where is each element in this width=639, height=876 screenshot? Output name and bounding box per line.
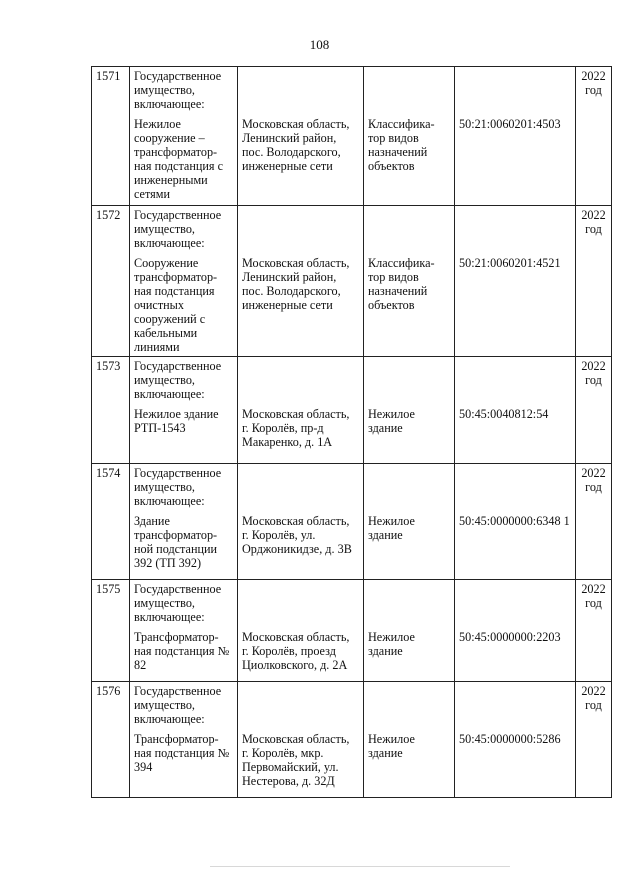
address-cell: [238, 206, 364, 357]
year-cell: 2022 год: [576, 682, 612, 798]
object-name-cell: [130, 580, 238, 682]
cadastral-cell: [455, 580, 576, 682]
year-cell: 2022 год: [576, 67, 612, 206]
object-name: Нежилое сооружение – трансформатор-ная подстанция с инженерными сетями: [134, 117, 223, 201]
object-purpose: Нежилое здание: [368, 630, 415, 658]
table-row: [92, 67, 612, 206]
property-registry-table: [91, 66, 612, 798]
object-address: Московская область, г. Королёв, мкр. Первомайский, ул. Нестерова, д. 32Д: [242, 732, 350, 788]
cadastral-cell: [455, 206, 576, 357]
table-row: [92, 206, 612, 357]
cadastral-cell: [455, 67, 576, 206]
object-intro: Государственное имущество, включающее:: [134, 582, 222, 624]
page-number: 108: [309, 37, 330, 52]
object-purpose: Нежилое здание: [368, 407, 415, 435]
object-name-cell: [130, 206, 238, 357]
object-intro: Государственное имущество, включающее:: [134, 359, 222, 401]
row-number: 1573: [92, 357, 130, 464]
purpose-cell: [364, 357, 455, 464]
object-purpose: Нежилое здание: [368, 514, 415, 542]
object-intro: Государственное имущество, включающее:: [134, 684, 222, 726]
purpose-cell: [364, 206, 455, 357]
row-number: 1572: [92, 206, 130, 357]
object-purpose: Классифика-тор видов назначений объектов: [368, 256, 435, 312]
row-number: 1571: [92, 67, 130, 206]
cadastral-cell: [455, 464, 576, 580]
object-name: Сооружение трансформатор-ная подстанция очистных сооружений с кабельными линиями: [134, 256, 218, 354]
address-cell: [238, 682, 364, 798]
object-name-cell: [130, 682, 238, 798]
table-row: [92, 682, 612, 798]
object-name-cell: [130, 357, 238, 464]
cadastral-number: 50:21:0060201:4521: [459, 256, 561, 270]
table-row: [92, 580, 612, 682]
cadastral-cell: [455, 357, 576, 464]
year-cell: 2022 год: [576, 206, 612, 357]
cadastral-number: 50:45:0040812:54: [459, 407, 549, 421]
object-intro: Государственное имущество, включающее:: [134, 466, 222, 508]
year-cell: 2022 год: [576, 580, 612, 682]
object-address: Московская область, Ленинский район, пос. Володарского, инженерные сети: [242, 117, 350, 173]
address-cell: [238, 464, 364, 580]
object-name-cell: [130, 464, 238, 580]
object-name: Трансформатор-ная подстанция № 82: [134, 630, 230, 672]
object-address: Московская область, Ленинский район, пос. Володарского, инженерные сети: [242, 256, 350, 312]
purpose-cell: [364, 682, 455, 798]
table-row: [92, 357, 612, 464]
object-intro: Государственное имущество, включающее:: [134, 69, 222, 111]
cadastral-cell: [455, 682, 576, 798]
object-name: Трансформатор-ная подстанция № 394: [134, 732, 230, 774]
row-number: 1574: [92, 464, 130, 580]
object-name: Нежилое здание РТП-1543: [134, 407, 219, 435]
purpose-cell: [364, 464, 455, 580]
row-number: 1575: [92, 580, 130, 682]
purpose-cell: [364, 67, 455, 206]
address-cell: [238, 357, 364, 464]
object-intro: Государственное имущество, включающее:: [134, 208, 222, 250]
address-cell: [238, 580, 364, 682]
purpose-cell: [364, 580, 455, 682]
cadastral-number: 50:45:0000000:2203: [459, 630, 561, 644]
table-row: [92, 464, 612, 580]
year-cell: 2022 год: [576, 357, 612, 464]
cadastral-number: 50:45:0000000:6348 1: [459, 514, 570, 528]
object-address: Московская область, г. Королёв, проезд Циолковского, д. 2А: [242, 630, 350, 672]
cadastral-number: 50:45:0000000:5286: [459, 732, 561, 746]
object-address: Московская область, г. Королёв, ул. Орджоникидзе, д. 3В: [242, 514, 352, 556]
year-cell: 2022 год: [576, 464, 612, 580]
cadastral-number: 50:21:0060201:4503: [459, 117, 561, 131]
scan-edge-line: [210, 866, 510, 867]
object-name-cell: [130, 67, 238, 206]
row-number: 1576: [92, 682, 130, 798]
object-address: Московская область, г. Королёв, пр-д Макаренко, д. 1А: [242, 407, 350, 449]
address-cell: [238, 67, 364, 206]
object-purpose: Нежилое здание: [368, 732, 415, 760]
object-purpose: Классифика-тор видов назначений объектов: [368, 117, 435, 173]
object-name: Здание трансформатор-ной подстанции 392 (ТП 392): [134, 514, 218, 570]
